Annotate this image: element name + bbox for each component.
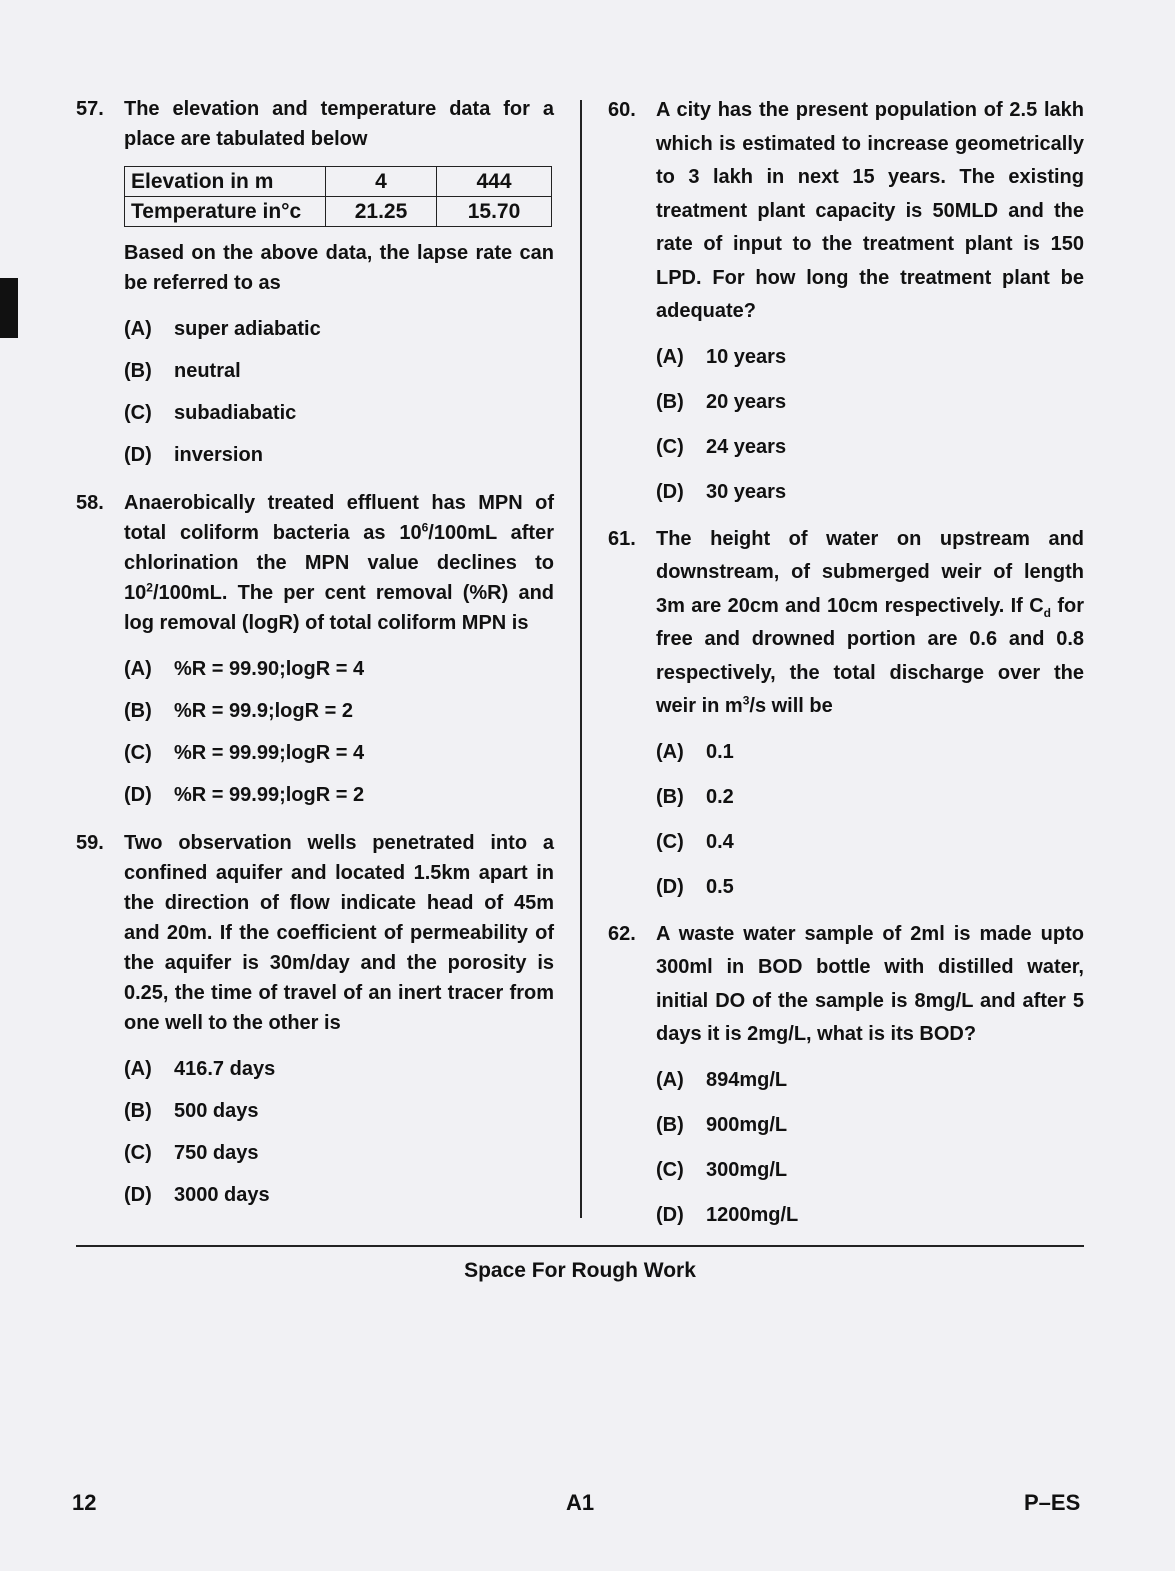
question-text-continued: Based on the above data, the lapse rate can be referred to as (124, 242, 554, 294)
option-text: 300mg/L (706, 1158, 788, 1181)
question-58 (76, 488, 554, 816)
option-d (656, 1193, 1084, 1238)
option-text: subadiabatic (174, 402, 297, 424)
option-a (124, 648, 554, 690)
table-cell: 21.25 (326, 197, 437, 227)
subscript: d (1043, 605, 1051, 620)
option-label: (C) (124, 1142, 152, 1164)
option-a (656, 1058, 1084, 1103)
option-text: 900mg/L (706, 1113, 788, 1136)
question-number: 58. (76, 492, 104, 514)
option-text: 30 years (706, 480, 787, 503)
question-text: A city has the present population of 2.5 lakh which is estimated to increase geometrically to 3 lakh in next 15 years. The existing treatment plant capacity is 50MLD and the rate of input to the treatment plant is 150 LPD. For how long the treatment plant be adequate? (656, 99, 1084, 322)
option-label: (B) (124, 700, 152, 722)
option-text: 0.5 (706, 875, 734, 898)
option-label: (C) (124, 742, 152, 764)
question-text: A waste water sample of 2ml is made upto 300ml in BOD bottle with distilled water, initial DO of the sample is 8mg/L and after 5 days it is 2mg/L, what is its BOD? (656, 922, 1084, 1045)
option-label: (B) (656, 390, 684, 413)
option-b (124, 1090, 554, 1132)
question-57 (76, 94, 554, 476)
option-label: (D) (656, 1203, 684, 1226)
option-label: (A) (124, 658, 152, 680)
question-59 (76, 828, 554, 1216)
option-label: (A) (124, 318, 152, 340)
option-text: 1200mg/L (706, 1203, 799, 1226)
option-a (124, 1048, 554, 1090)
rough-work-rule (76, 1245, 1084, 1247)
option-label: (D) (124, 444, 152, 466)
option-b (656, 1103, 1084, 1148)
right-column (608, 94, 1084, 1238)
option-label: (D) (124, 1184, 152, 1206)
page-number: 12 (72, 1490, 97, 1515)
option-a (656, 335, 1084, 380)
option-text: 416.7 days (174, 1058, 276, 1080)
text-part: for free and drowned portion are 0.6 and 0.8 respectively, the total discharge over the weir in m (656, 594, 1084, 717)
question-text (124, 488, 554, 638)
options (124, 1048, 554, 1216)
option-d (124, 434, 554, 476)
option-c (656, 425, 1084, 470)
option-label: (C) (656, 435, 684, 458)
question-number: 57. (76, 98, 104, 120)
paper-code: P–ES (1024, 1490, 1081, 1515)
text-part: Anaerobically treated effluent has MPN of total coliform bacteria as 10 (124, 492, 554, 544)
elevation-temperature-table (124, 166, 552, 227)
option-label: (B) (656, 785, 684, 808)
question-60 (608, 94, 1084, 515)
option-text: 894mg/L (706, 1068, 788, 1091)
option-label: (A) (656, 740, 684, 763)
option-c (656, 1148, 1084, 1193)
option-c (124, 1132, 554, 1174)
option-text: 10 years (706, 345, 787, 368)
options (656, 1058, 1084, 1238)
table-cell: Temperature in°c (125, 197, 326, 227)
option-c (124, 392, 554, 434)
option-label: (C) (124, 402, 152, 424)
table-cell: 444 (437, 167, 552, 197)
question-61 (608, 523, 1084, 910)
option-text: 20 years (706, 390, 787, 413)
exponent: 2 (146, 580, 153, 595)
question-text: The elevation and temperature data for a place are tabulated below (124, 98, 554, 150)
left-column (76, 94, 554, 1216)
options (124, 308, 554, 476)
option-d (124, 1174, 554, 1216)
option-label: (B) (124, 1100, 152, 1122)
text-part: /100mL after chlorination the MPN value declines to 10 (124, 522, 554, 604)
option-text: 0.2 (706, 785, 734, 808)
option-text: %R = 99.99;logR = 4 (174, 742, 365, 764)
options (656, 335, 1084, 515)
option-c (656, 820, 1084, 865)
table-row (125, 167, 552, 197)
option-text: 750 days (174, 1142, 259, 1164)
option-text: neutral (174, 360, 241, 382)
option-label: (A) (656, 1068, 684, 1091)
question-text: Two observation wells penetrated into a confined aquifer and located 1.5km apart in the direction of flow indicate head of 45m and 20m. If the coefficient of permeability of the aquifer is 30m/day and the porosity is 0.25, the time of travel of an inert tracer from one well to the other is (124, 832, 554, 1034)
question-62 (608, 918, 1084, 1238)
table-cell: 4 (326, 167, 437, 197)
option-label: (C) (656, 830, 684, 853)
option-d (656, 470, 1084, 515)
option-label: (B) (124, 360, 152, 382)
question-text (656, 523, 1084, 724)
option-b (656, 775, 1084, 820)
option-text: %R = 99.99;logR = 2 (174, 784, 365, 806)
option-text: super adiabatic (174, 318, 321, 340)
option-b (656, 380, 1084, 425)
option-text: 0.1 (706, 740, 734, 763)
options (656, 730, 1084, 910)
option-text: 0.4 (706, 830, 734, 853)
option-text: 3000 days (174, 1184, 270, 1206)
question-number: 62. (608, 922, 636, 945)
option-b (124, 350, 554, 392)
exponent: 6 (421, 520, 429, 535)
option-a (656, 730, 1084, 775)
option-label: (B) (656, 1113, 684, 1136)
question-number: 60. (608, 99, 636, 121)
text-part: The height of water on upstream and downstream, of submerged weir of length 3m are 20cm and 10cm respectively. If C (656, 527, 1084, 617)
option-text: 24 years (706, 435, 787, 458)
option-label: (A) (124, 1058, 152, 1080)
rough-work-heading: Space For Rough Work (464, 1259, 696, 1282)
question-number: 61. (608, 527, 636, 550)
option-label: (D) (656, 875, 684, 898)
question-number: 59. (76, 832, 104, 854)
option-text: inversion (174, 444, 263, 466)
options (124, 648, 554, 816)
booklet-code: A1 (566, 1490, 595, 1515)
table-row (125, 197, 552, 227)
scan-edge-mark (0, 278, 18, 338)
option-text: %R = 99.90;logR = 4 (174, 658, 365, 680)
option-c (124, 732, 554, 774)
option-text: 500 days (174, 1100, 259, 1122)
exponent: 3 (742, 693, 750, 708)
table-cell: Elevation in m (125, 167, 326, 197)
option-b (124, 690, 554, 732)
option-a (124, 308, 554, 350)
table-cell: 15.70 (437, 197, 552, 227)
option-d (656, 865, 1084, 910)
column-divider (580, 100, 582, 1218)
option-label: (D) (656, 480, 684, 503)
text-part: /s will be (749, 695, 833, 717)
text-part: /100mL. The per cent removal (%R) and log removal (logR) of total coliform MPN is (124, 582, 554, 634)
option-d (124, 774, 554, 816)
option-label: (A) (656, 345, 684, 368)
option-label: (D) (124, 784, 152, 806)
option-text: %R = 99.9;logR = 2 (174, 700, 353, 722)
option-label: (C) (656, 1158, 684, 1181)
